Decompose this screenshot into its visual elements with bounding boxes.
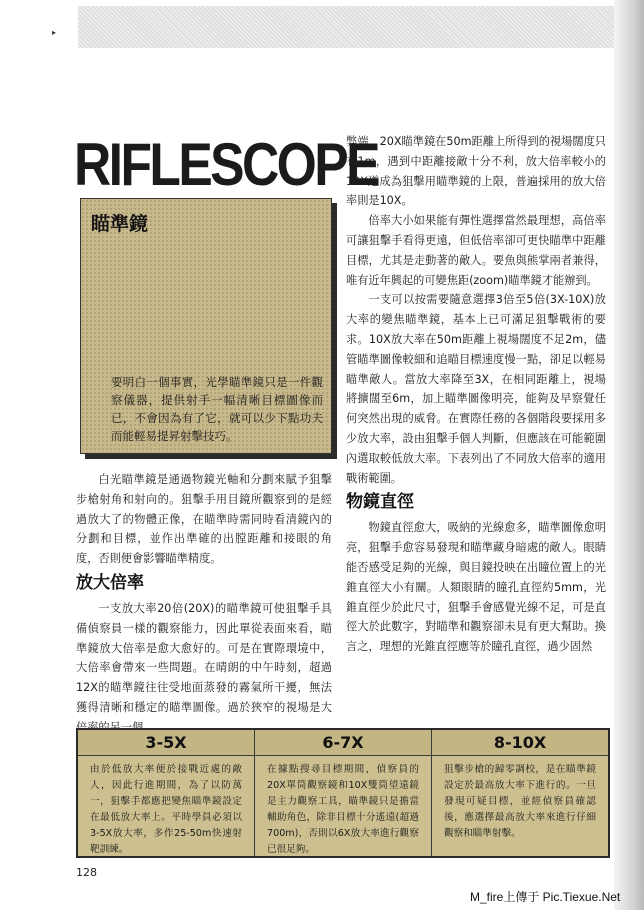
table-column-heading: 8-10X <box>432 730 608 756</box>
zoom-paragraph: 倍率大小如果能有彈性選擇當然最理想，高倍率可讓狙擊手看得更遠，但低倍率卻可更快瞄準中距離目標，尤其是走動著的敵人。要魚與熊掌兩者兼得，唯有近年興起的可變焦距(zoom)瞄準鏡才能辦到。 <box>346 214 606 287</box>
magnification-table <box>76 728 610 858</box>
page-title: RIFLESCOPE <box>74 131 378 198</box>
table-column-heading: 3-5X <box>78 730 254 756</box>
table-column-heading: 6-7X <box>255 730 431 756</box>
sidebar-body: 要明白一個事實，光學瞄準鏡只是一件觀察儀器，提供射手一幅清晰目標圖像而已，不會因為有了它，就可以少下點功夫而能輕易提昇射擊技巧。 <box>111 375 323 443</box>
table-column <box>78 730 255 856</box>
sidebar-heading: 瞄準鏡 <box>91 213 149 235</box>
section-heading-objective: 物鏡直徑 <box>346 492 414 513</box>
page-number: 128 <box>76 866 97 879</box>
variable-scope-paragraph: 一支可以按需要隨意選擇3倍至5倍(3X-10X)放大率的變焦瞄準鏡，基本上已可滿足狙擊戰術的要求。10X放大率在50m距離上視場闊度不足2m，儘管瞄準圖像較細和追瞄目標速度慢一點，卻足以輕易瞄準敵人。當放大率降至3X，在相同距離上，視場將擴闊至6m，加上瞄準圖像明亮，能夠及早察覺任何突然出現的威脅。在實際任務的各個階段要採用多少放大率，設由狙擊手個人判斷，但應該在可能範圍內選取較低放大率。下表列出了不同放大倍率的適用戰術範圍。 <box>346 293 606 485</box>
magnification-paragraph: 一支放大率20倍(20X)的瞄準鏡可使狙擊手具備偵察員一樣的觀察能力，因此單從表面來看，瞄準鏡放大倍率是愈大愈好的。可是在實際環境中，大倍率會帶來一些問題。在晴朗的中午時刻，超過12X的瞄準鏡往往受地面蒸發的霧氣所干擾，無法獲得清晰和穩定的瞄準圖像。過於狹窄的視場是大 <box>76 601 332 714</box>
watermark-text: M_fire上傳于 Pic.Tiexue.Net <box>470 890 621 904</box>
page-edge-shadow <box>614 0 644 910</box>
header-pattern-band <box>78 6 614 48</box>
section-heading-magnification: 放大倍率 <box>76 572 144 593</box>
table-column-body: 在據點搜尋目標期間，偵察員的20X單筒觀察鏡和10X雙筒望遠鏡是主力觀察工具，瞄準鏡只是擔當輔助角色，除非目標十分遙遠(超過700m)，否則以6X放大率進行觀察已很足夠。 <box>267 764 419 855</box>
objective-paragraph: 物鏡直徑愈大，吸納的光線愈多，瞄準圖像愈明亮，狙擊手愈容易發現和瞄準藏身暗處的敵人。眼睛能否感受足夠的光線，與目鏡投映在出瞳位置上的光錐直徑大小有關。人類眼睛的瞳孔直徑約5mm，光錐直徑少於此尺寸，狙擊手會感覺光線不足，可是直徑大於此數字，對瞄準和觀察卻未見有更大幫助。換言之，理想的光錐直徑應等於瞳孔直徑，過少固然 <box>346 521 606 654</box>
table-column <box>432 730 608 856</box>
table-column <box>255 730 432 856</box>
right-column <box>346 132 606 657</box>
intro-paragraph: 白光瞄準鏡是通過物鏡光軸和分劃來賦予狙擊步槍射角和射向的。狙擊手用目鏡所觀察到的是經過放大了的物體正像，在瞄準時需同時看清鏡內的分劃和目標，並作出準確的出膛距離和接眼的角度，否則便會影響瞄準精度。 <box>76 473 332 566</box>
table-column-body: 由於低放大率便於接戰近處的敵人，因此行進期間，為了以防萬一，狙擊手都應把變焦瞄準鏡設定在最低放大率上。平時學員必須以3-5X放大率，多作25-50m快速射靶訓練。 <box>90 764 242 855</box>
continued-paragraph: 弊端，20X瞄準鏡在50m距離上所得到的視場闊度只有1m，遇到中距離接敵十分不利，放大倍率較小的12X遂成為狙擊用瞄準鏡的上限，普遍採用的放大倍率則是10X。 <box>346 135 606 208</box>
table-column-body: 狙擊步槍的歸零調校，是在瞄準鏡設定於最高放大率下進行的。一旦發現可疑目標，並經偵察員確認後，應選擇最高放大率來進行仔細觀察和瞄準射擊。 <box>444 764 596 839</box>
left-column <box>76 470 332 738</box>
sidebar-box <box>80 198 332 454</box>
corner-mark: ▸ <box>52 28 57 37</box>
